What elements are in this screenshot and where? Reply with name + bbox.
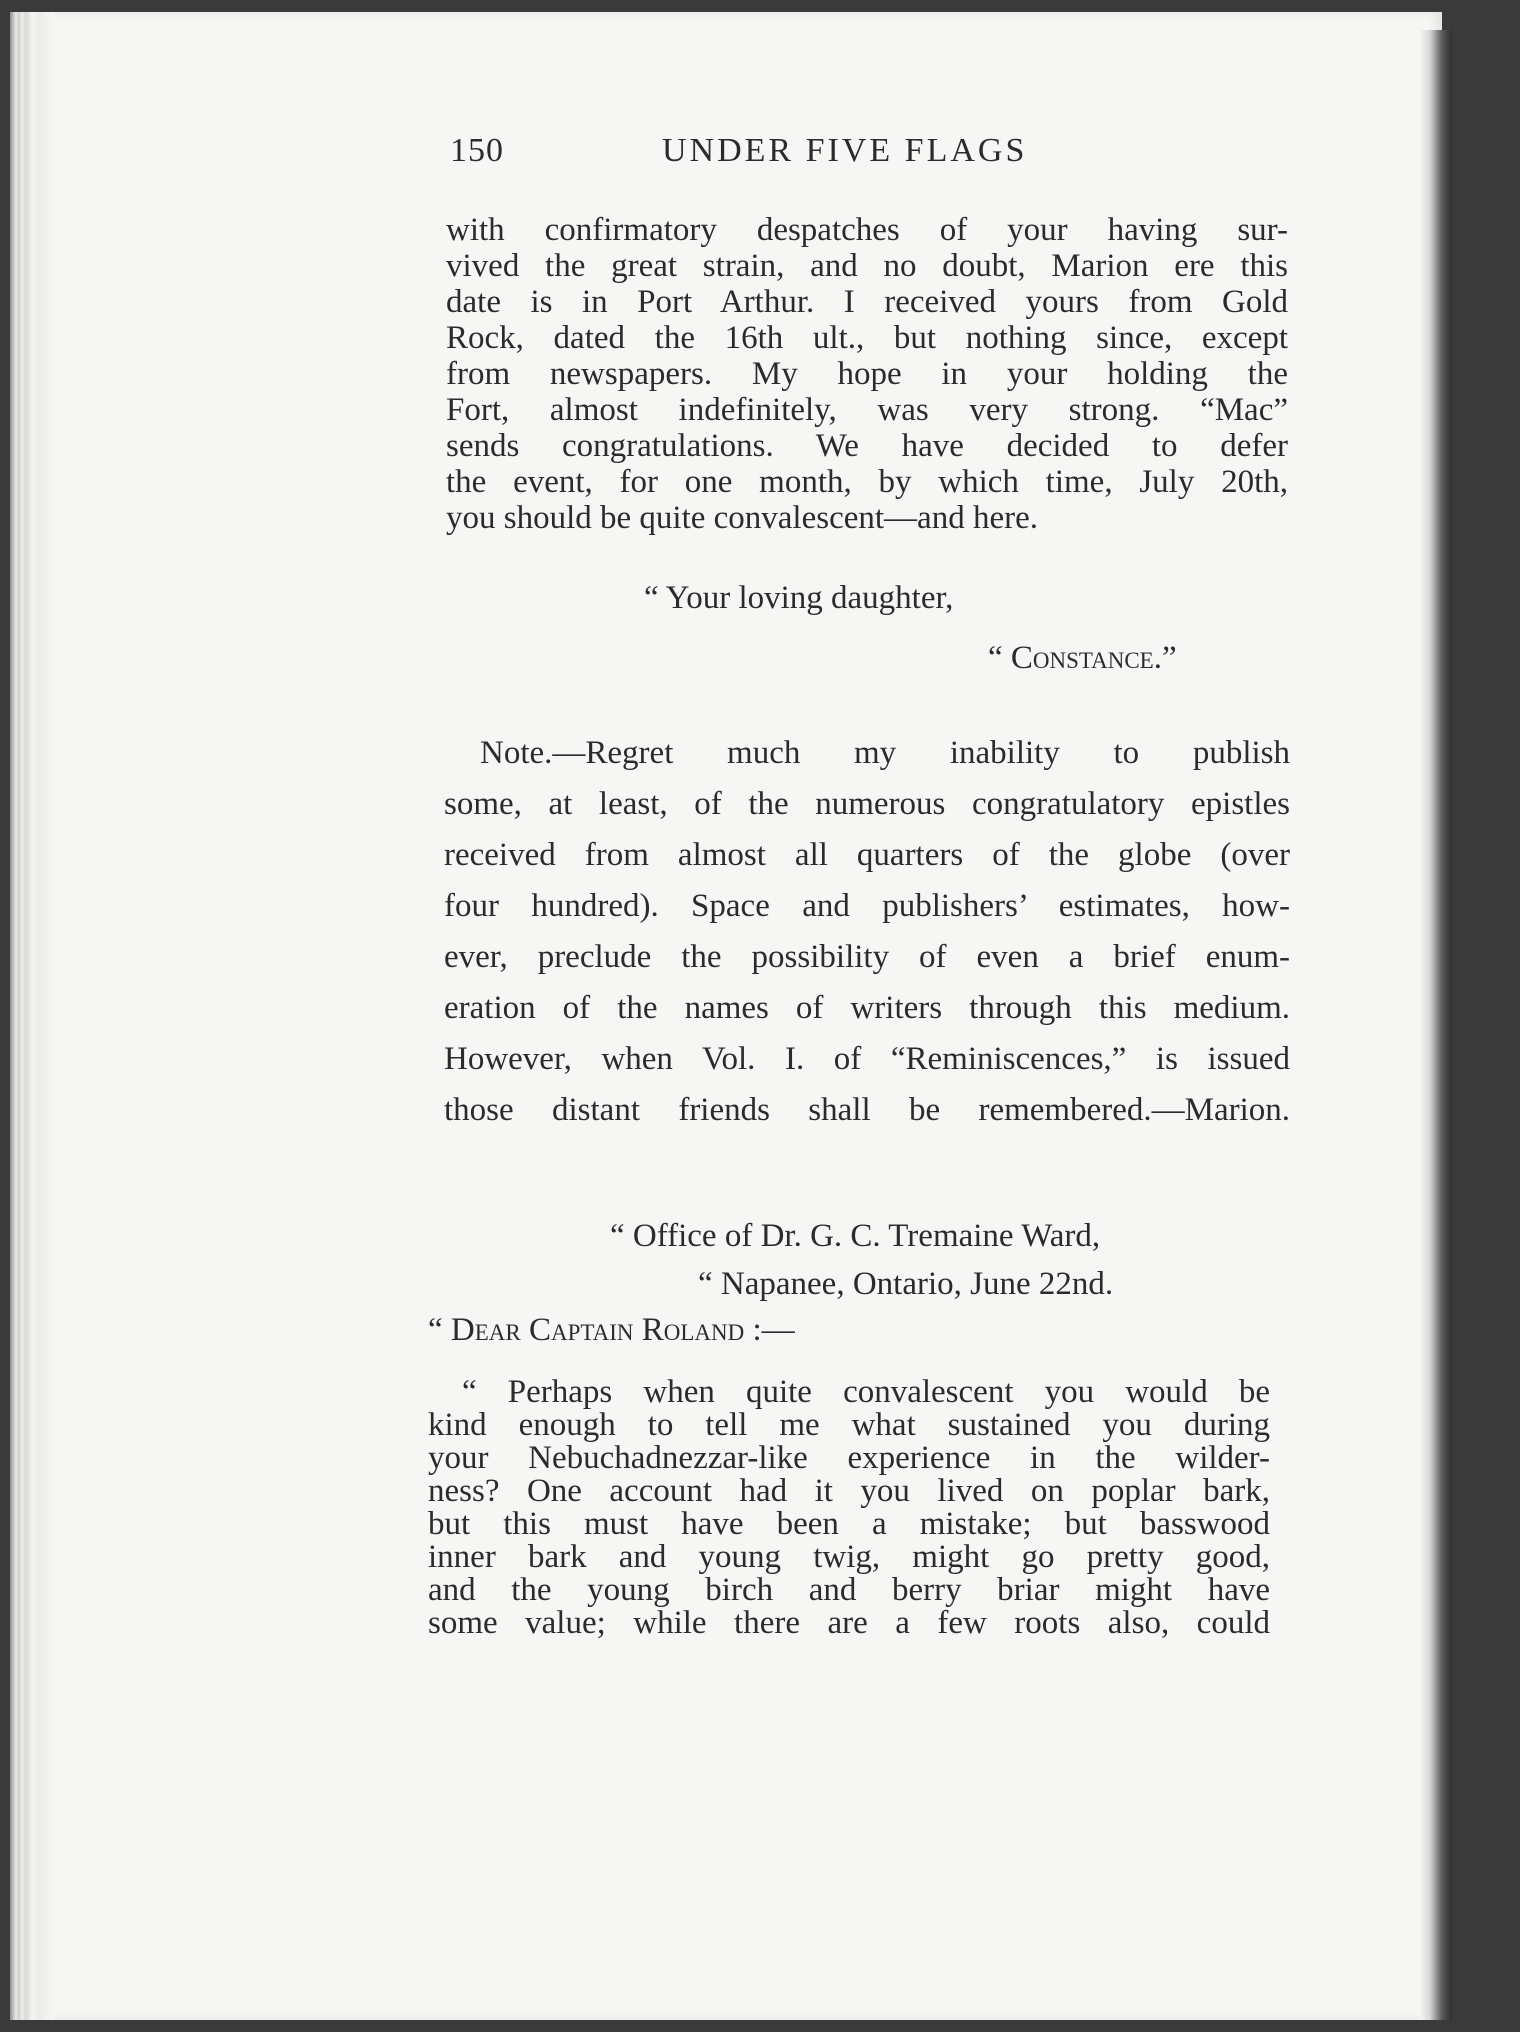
text-line: Rock, dated the 16th ult., but nothing since, except	[446, 320, 1288, 356]
letter-one-body	[446, 212, 1288, 536]
note-line: received from almost all quarters of the globe (over	[444, 837, 1290, 873]
text-line: sends congratulations. We have decided to defer	[446, 428, 1288, 464]
page-number: 150	[450, 132, 504, 169]
editor-note	[444, 728, 1290, 1136]
note-line: Note.—Regret much my inability to publish	[480, 735, 1290, 771]
note-line: However, when Vol. I. of “Reminiscences,” is issued	[444, 1041, 1290, 1077]
text-line: kind enough to tell me what sustained you during	[428, 1407, 1270, 1443]
text-line: “ Perhaps when quite convalescent you would be	[462, 1374, 1270, 1410]
text-line: Fort, almost indefinitely, was very strong. “Mac”	[446, 392, 1288, 428]
text-line: and the young birch and berry briar might have	[428, 1572, 1270, 1608]
text-line: with confirmatory despatches of your having sur-	[446, 212, 1288, 248]
note-line: ever, preclude the possibility of even a brief enum-	[444, 939, 1290, 975]
page-binding-edge	[10, 12, 54, 2020]
page-header	[450, 132, 1090, 182]
note-line: those distant friends shall be remembered.—Marion.	[444, 1092, 1290, 1128]
text-line: date is in Port Arthur. I received yours from Gold	[446, 284, 1288, 320]
page-right-edge	[1420, 30, 1452, 2020]
running-title: UNDER FIVE FLAGS	[662, 132, 1028, 169]
letter-two-body	[428, 1376, 1270, 1640]
letter-two-salutation: “ Dear Captain Roland :—	[428, 1312, 795, 1348]
note-line: eration of the names of writers through this medium.	[444, 990, 1290, 1026]
letter-two-address-line-2: “ Napanee, Ontario, June 22nd.	[698, 1266, 1114, 1302]
letter-one-signature: “ Constance.”	[988, 640, 1177, 676]
text-line: vived the great strain, and no doubt, Marion ere this	[446, 248, 1288, 284]
letter-two-address-line-1: “ Office of Dr. G. C. Tremaine Ward,	[610, 1218, 1101, 1254]
text-line: your Nebuchadnezzar-like experience in the wilder-	[428, 1440, 1270, 1476]
note-line: some, at least, of the numerous congratulatory epistles	[444, 786, 1290, 822]
text-line: inner bark and young twig, might go pretty good,	[428, 1539, 1270, 1575]
text-line: you should be quite convalescent—and here.	[446, 500, 1038, 536]
letter-one-closing: “ Your loving daughter,	[644, 580, 954, 616]
text-line: some value; while there are a few roots also, could	[428, 1605, 1270, 1641]
text-line: ness? One account had it you lived on poplar bark,	[428, 1473, 1270, 1509]
text-line: the event, for one month, by which time, July 20th,	[446, 464, 1288, 500]
text-line: from newspapers. My hope in your holding the	[446, 356, 1288, 392]
text-line: but this must have been a mistake; but basswood	[428, 1506, 1270, 1542]
note-line: four hundred). Space and publishers’ estimates, how-	[444, 888, 1290, 924]
